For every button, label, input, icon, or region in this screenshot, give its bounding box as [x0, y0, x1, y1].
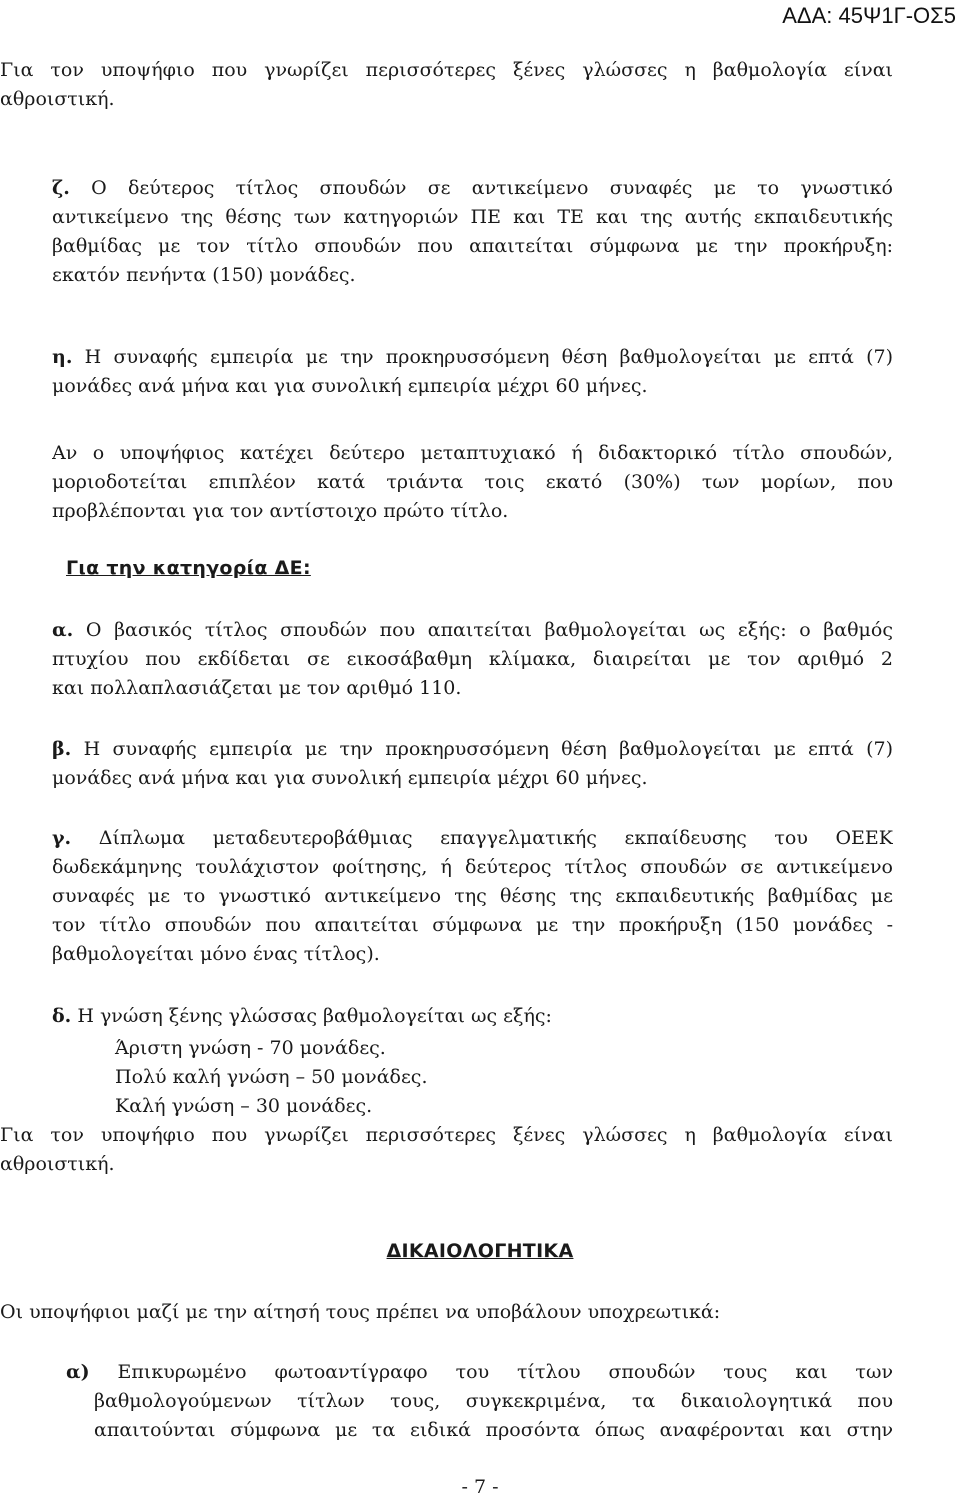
text-span: Ο βασικός τίτλος σπουδών που απαιτείται βαθμολογείται ως εξής: ο βαθμός	[73, 619, 893, 641]
text-line: αθροιστική.	[0, 1153, 115, 1175]
text-line: και πολλαπλασιάζεται με τον αριθμό 110.	[52, 677, 462, 699]
text-span: Δίπλωμα μεταδευτεροβάθμιας επαγγελματικής εκπαίδευσης του ΟΕΕΚ	[71, 827, 893, 849]
text-line	[66, 1358, 893, 1387]
item-zeta	[52, 174, 893, 290]
text-line: τον τίτλο σπουδών που απαιτείται σύμφωνα με την προκήρυξη (150 μονάδες -	[52, 914, 893, 936]
text-line: Για τον υποψήφιο που γνωρίζει περισσότερες ξένες γλώσσες η βαθμολογία είναι	[0, 59, 893, 81]
item-label: ζ.	[52, 177, 70, 199]
item-label: α)	[66, 1361, 90, 1383]
doc-item-a-cont	[94, 1387, 893, 1445]
item-eta	[52, 343, 893, 401]
item-label: δ.	[52, 1005, 72, 1027]
text-line: συναφές με το γνωστικό αντικείμενο της θέσης της εκπαιδευτικής βαθμίδας με	[52, 885, 893, 907]
text-line	[52, 1002, 893, 1031]
text-span: Η συναφής εμπειρία με την προκηρυσσόμενη θέση βαθμολογείται με επτά (7)	[71, 738, 893, 760]
item-label: η.	[52, 346, 73, 368]
text-line: απαιτούνται σύμφωνα με τα ειδικά προσόντα όπως αναφέρονται και στην	[94, 1419, 893, 1441]
text-line: βαθμολογείται μόνο ένας τίτλος).	[52, 943, 380, 965]
text-span: Η γνώση ξένης γλώσσας βαθμολογείται ως εξής:	[71, 1005, 552, 1027]
text-line: προβλέπονται για τον αντίστοιχο πρώτο τίτλο.	[52, 500, 509, 522]
top-paragraph	[0, 56, 893, 114]
text-line: μονάδες ανά μήνα και για συνολική εμπειρία μέχρι 60 μήνες.	[52, 375, 648, 397]
item-delta	[52, 1002, 893, 1031]
text-line	[52, 343, 893, 372]
text-line: βαθμίδας με τον τίτλο σπουδών που απαιτείται σύμφωνα με την προκήρυξη:	[52, 235, 893, 257]
text-line: μονάδες ανά μήνα και για συνολική εμπειρία μέχρι 60 μήνες.	[52, 767, 648, 789]
text-line: εκατόν πενήντα (150) μονάδες.	[52, 264, 356, 286]
languages-paragraph	[0, 1121, 893, 1179]
item-gamma	[52, 824, 893, 969]
text-line	[52, 174, 893, 203]
master-paragraph	[52, 439, 893, 526]
text-line: Αν ο υποψήφιος κατέχει δεύτερο μεταπτυχιακό ή διδακτορικό τίτλο σπουδών,	[52, 442, 893, 464]
docs-heading: ΔΙΚΑΙΟΛΟΓΗΤΙΚΑ	[386, 1240, 574, 1262]
language-level: Πολύ καλή γνώση – 50 μονάδες.	[115, 1066, 428, 1088]
text-span: Η συναφής εμπειρία με την προκηρυσσόμενη θέση βαθμολογείται με επτά (7)	[72, 346, 893, 368]
doc-item-a	[66, 1358, 893, 1387]
docs-intro	[0, 1298, 900, 1327]
language-level: Καλή γνώση – 30 μονάδες.	[115, 1095, 373, 1117]
item-beta	[52, 735, 893, 793]
text-line: Οι υποψήφιοι μαζί με την αίτησή τους πρέπει να υποβάλουν υποχρεωτικά:	[0, 1301, 721, 1323]
text-line: αντικείμενο της θέσης των κατηγοριών ΠΕ και ΤΕ και της αυτής εκπαιδευτικής	[52, 206, 893, 228]
text-line	[52, 616, 893, 645]
text-span: Ο δεύτερος τίτλος σπουδών σε αντικείμενο συναφές με το γνωστικό	[69, 177, 893, 199]
text-line: βαθμολογούμενων τίτλων τους, συγκεκριμένα, τα δικαιολογητικά που	[94, 1390, 893, 1412]
text-line: αθροιστική.	[0, 88, 115, 110]
item-label: β.	[52, 738, 72, 760]
item-label: α.	[52, 619, 74, 641]
item-alpha	[52, 616, 893, 703]
page-number: - 7 -	[461, 1476, 499, 1498]
text-line: μοριοδοτείται επιπλέον κατά τριάντα τοις εκατό (30%) των μορίων, που	[52, 471, 893, 493]
text-line	[52, 824, 893, 853]
text-span: Επικυρωμένο φωτοαντίγραφο του τίτλου σπουδών τους και των	[89, 1361, 893, 1383]
de-category-heading: Για την κατηγορία ΔΕ:	[66, 557, 311, 579]
language-levels	[115, 1034, 715, 1121]
item-label: γ.	[52, 827, 72, 849]
text-line: δωδεκάμηνης τουλάχιστον φοίτησης, ή δεύτερος τίτλος σπουδών σε αντικείμενο	[52, 856, 893, 878]
text-line	[52, 735, 893, 764]
text-line: Για τον υποψήφιο που γνωρίζει περισσότερες ξένες γλώσσες η βαθμολογία είναι	[0, 1124, 893, 1146]
text-line: πτυχίου που εκδίδεται σε εικοσάβαθμη κλίμακα, διαιρείται με τον αριθμό 2	[52, 648, 893, 670]
language-level: Άριστη γνώση - 70 μονάδες.	[115, 1037, 386, 1059]
ada-code: ΑΔΑ: 45Ψ1Γ-ΟΣ5	[782, 3, 956, 28]
